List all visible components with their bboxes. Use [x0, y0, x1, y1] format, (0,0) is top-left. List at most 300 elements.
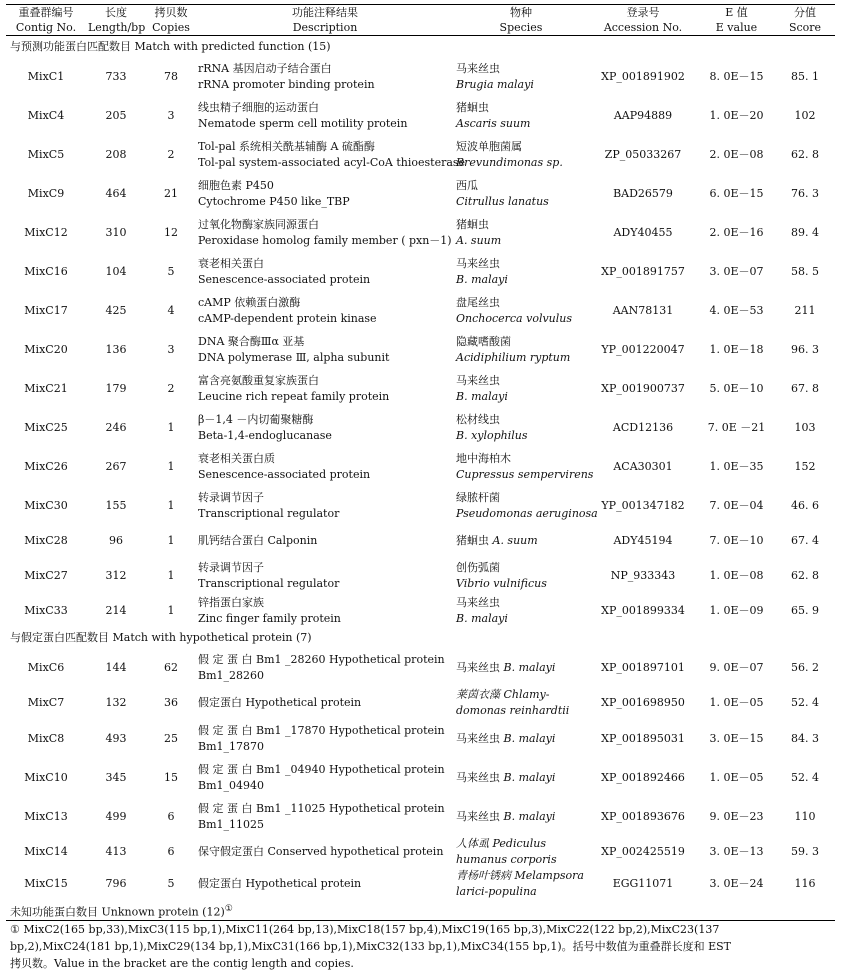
- description-en: Nematode sperm cell motility protein: [198, 116, 408, 130]
- species-cell: [454, 648, 588, 687]
- score-value: 58. 5: [791, 264, 819, 278]
- contig-id: MixC7: [27, 696, 65, 709]
- species-line: [456, 809, 586, 825]
- evalue-value: 7. 0E －21: [707, 420, 766, 434]
- species-line-1: 人体虱 Pediculus: [456, 837, 546, 850]
- copies-value: 6: [167, 809, 175, 823]
- species-cn: 马来丝虫: [456, 809, 504, 823]
- col-score-en: Score: [775, 20, 835, 36]
- length-value: 136: [105, 342, 127, 356]
- evalue-value: 2. 0E－08: [709, 147, 764, 161]
- score-value: 89. 4: [791, 225, 819, 239]
- species-cn: 马来丝虫: [456, 373, 500, 387]
- species-latin: B. xylophilus: [456, 428, 528, 442]
- score-value: 85. 1: [791, 69, 819, 83]
- group-hypothetical-label: 与假定蛋白匹配数目 Match with hypothetical protein (7): [10, 630, 312, 644]
- contig-id: MixC5: [27, 147, 65, 161]
- species-cn: 盘尾丝虫: [456, 295, 500, 309]
- accession-value: AAN78131: [612, 303, 674, 317]
- copies-value: 36: [164, 696, 178, 709]
- evalue-value: 4. 0E－53: [709, 303, 764, 317]
- description-cell: [196, 687, 454, 719]
- species-latin: Ascaris suum: [456, 116, 531, 130]
- group-predicted-label: 与预测功能蛋白匹配数目 Match with predicted function (15): [10, 39, 331, 53]
- contig-id: MixC25: [24, 420, 68, 434]
- table-row: [6, 369, 835, 408]
- length-value: 267: [105, 459, 127, 473]
- score-value: 67. 8: [791, 381, 819, 395]
- evalue-value: 1. 0E－35: [709, 459, 764, 473]
- description-cn: 细胞色素 P450: [198, 178, 274, 192]
- table-row: [6, 96, 835, 135]
- species-cn: 西瓜: [456, 178, 478, 192]
- accession-value: XP_001895031: [601, 731, 685, 745]
- species-line: [456, 660, 586, 676]
- description-en: Bm1_17870: [198, 739, 265, 753]
- description-cn: 肌钙结合蛋白 Calponin: [198, 533, 318, 547]
- score-value: 211: [794, 303, 816, 317]
- species-cn: 松材线虫: [456, 412, 500, 426]
- length-value: 312: [105, 568, 127, 582]
- description-en: Transcriptional regulator: [198, 506, 340, 520]
- species-latin: B. malayi: [456, 272, 508, 286]
- description-cn: 衰老相关蛋白: [198, 256, 264, 270]
- evalue-value: 1. 0E－20: [709, 108, 764, 122]
- contig-id: MixC1: [27, 69, 65, 83]
- description-en: Bm1_28260: [198, 668, 265, 682]
- length-value: 155: [105, 498, 127, 512]
- table-header: [6, 5, 835, 36]
- table-body: [6, 36, 835, 901]
- footnote-mark: ①: [224, 903, 233, 914]
- species-latin: B. malayi: [456, 389, 508, 403]
- table-row: [6, 525, 835, 556]
- contig-id: MixC4: [27, 108, 65, 122]
- description-en: Bm1_04940: [198, 778, 265, 792]
- description-cn: 富含亮氨酸重复家族蛋白: [198, 373, 319, 387]
- species-line: [456, 533, 586, 549]
- evalue-value: 7. 0E－04: [709, 498, 764, 512]
- copies-value: 5: [167, 877, 175, 890]
- description-en: Peroxidase homolog family member ( pxn－1): [198, 233, 452, 247]
- table-row: [6, 330, 835, 369]
- copies-value: 62: [164, 660, 178, 674]
- description-cn: DNA 聚合酶Ⅲα 亚基: [198, 334, 305, 348]
- description-cn: 线虫精子细胞的运动蛋白: [198, 100, 319, 114]
- species-latin: B. malayi: [503, 809, 556, 823]
- evalue-value: 3. 0E－15: [709, 731, 764, 745]
- contig-id: MixC20: [24, 342, 68, 356]
- species-cn: 绿脓杆菌: [456, 490, 500, 504]
- species-cell: [454, 797, 588, 836]
- species-cell: [454, 96, 588, 135]
- contig-id: MixC26: [24, 459, 68, 473]
- species-latin: Brevundimonas sp.: [456, 155, 563, 169]
- evalue-value: 2. 0E－16: [709, 225, 764, 239]
- evalue-value: 8. 0E－15: [709, 69, 764, 83]
- score-value: 65. 9: [791, 604, 819, 617]
- evalue-value: 1. 0E－05: [709, 696, 764, 709]
- species-cell: [454, 758, 588, 797]
- description-cn: 衰老相关蛋白质: [198, 451, 275, 465]
- species-cell: [454, 868, 588, 900]
- species-cell: [454, 687, 588, 719]
- species-latin: Onchocerca volvulus: [456, 311, 573, 325]
- species-cell: [454, 719, 588, 758]
- description-cell: [196, 57, 454, 96]
- species-line-1: 莱茵衣藻 Chlamy-: [456, 688, 550, 701]
- species-cell: [454, 330, 588, 369]
- contig-id: MixC27: [24, 568, 68, 582]
- score-value: 62. 8: [791, 147, 819, 161]
- description-cell: [196, 556, 454, 595]
- species-cn: 猪蛔虫: [456, 533, 493, 547]
- evalue-value: 5. 0E－10: [709, 381, 764, 395]
- description-cell: [196, 525, 454, 556]
- length-value: 214: [105, 604, 127, 617]
- evalue-value: 1. 0E－09: [709, 604, 764, 617]
- accession-value: NP_933343: [610, 568, 676, 582]
- table-row: [6, 174, 835, 213]
- score-value: 103: [794, 420, 816, 434]
- contig-id: MixC30: [24, 498, 68, 512]
- table-row: [6, 797, 835, 836]
- description-cn: 假定蛋白 Hypothetical protein: [198, 877, 362, 890]
- length-value: 796: [105, 877, 127, 890]
- species-cell: [454, 408, 588, 447]
- contig-id: MixC10: [24, 770, 68, 784]
- species-cell: [454, 135, 588, 174]
- table-row: [6, 408, 835, 447]
- copies-value: 2: [167, 381, 175, 395]
- species-cell: [454, 57, 588, 96]
- evalue-value: 9. 0E－07: [709, 660, 764, 674]
- evalue-value: 6. 0E－15: [709, 186, 764, 200]
- accession-value: ADY40455: [613, 225, 673, 239]
- species-cell: [454, 595, 588, 627]
- species-line-1: 青杨叶锈病 Melampsora: [456, 869, 584, 882]
- evalue-value: 1. 0E－18: [709, 342, 764, 356]
- species-cn: 马来丝虫: [456, 256, 500, 270]
- length-value: 144: [105, 660, 127, 674]
- species-latin: B. malayi: [503, 731, 556, 745]
- description-cn: 转录调节因子: [198, 560, 264, 574]
- description-cn: cAMP 依赖蛋白激酶: [198, 295, 301, 309]
- copies-value: 6: [167, 845, 175, 858]
- description-en: cAMP-dependent protein kinase: [198, 311, 377, 325]
- contig-id: MixC21: [24, 381, 68, 395]
- description-cell: [196, 252, 454, 291]
- length-value: 413: [105, 845, 127, 858]
- description-en: Bm1_11025: [198, 817, 265, 831]
- description-cell: [196, 758, 454, 797]
- contig-id: MixC16: [24, 264, 68, 278]
- contig-id: MixC15: [24, 877, 68, 890]
- description-cell: [196, 330, 454, 369]
- description-cell: [196, 291, 454, 330]
- score-value: 67. 4: [791, 533, 819, 547]
- table-row: [6, 758, 835, 797]
- species-latin: Brugia malayi: [456, 77, 534, 91]
- evalue-value: 1. 0E－05: [709, 770, 764, 784]
- score-value: 116: [794, 877, 816, 890]
- footnote-line: 拷贝数。Value in the bracket are the contig length and copies.: [10, 957, 354, 970]
- species-cell: [454, 836, 588, 868]
- length-value: 132: [105, 696, 127, 709]
- species-latin: B. malayi: [503, 770, 556, 784]
- contig-id: MixC6: [27, 660, 65, 674]
- species-cn: 马来丝虫: [456, 660, 504, 674]
- col-species-en: Species: [454, 20, 588, 36]
- copies-value: 1: [167, 533, 175, 547]
- table-row: [6, 719, 835, 758]
- col-acc-cn: 登录号: [588, 5, 698, 21]
- species-cn: 马来丝虫: [456, 61, 500, 75]
- copies-value: 3: [167, 108, 175, 122]
- accession-value: XP_001892466: [601, 770, 685, 784]
- score-value: 152: [794, 459, 816, 473]
- length-value: 464: [105, 186, 127, 200]
- description-cell: [196, 174, 454, 213]
- length-value: 733: [105, 69, 127, 83]
- description-cn: 假 定 蛋 白 Bm1 _28260 Hypothetical protein: [198, 652, 445, 666]
- col-evalue-cn: E 值: [698, 5, 775, 21]
- accession-value: XP_001891757: [601, 264, 685, 278]
- score-value: 59. 3: [791, 845, 819, 858]
- species-cn: 猪蛔虫: [456, 217, 489, 231]
- description-cell: [196, 369, 454, 408]
- accession-value: ACD12136: [612, 420, 674, 434]
- col-length-en: Length/bp: [88, 21, 146, 34]
- species-cell: [454, 252, 588, 291]
- col-score-cn: 分值: [775, 5, 835, 21]
- table-row: [6, 252, 835, 291]
- score-value: 110: [794, 809, 816, 823]
- description-cn: 假 定 蛋 白 Bm1 _04940 Hypothetical protein: [198, 762, 445, 776]
- evalue-value: 1. 0E－08: [709, 568, 764, 582]
- length-value: 208: [105, 147, 127, 161]
- col-acc-en: Accession No.: [588, 20, 698, 36]
- species-cell: [454, 174, 588, 213]
- evalue-value: 7. 0E－10: [709, 533, 764, 547]
- copies-value: 78: [164, 69, 178, 83]
- description-cell: [196, 447, 454, 486]
- species-cn: 马来丝虫: [456, 770, 504, 784]
- species-latin: B. malayi: [503, 660, 556, 674]
- col-contig-en: Contig No.: [6, 20, 86, 36]
- description-cell: [196, 868, 454, 900]
- description-en: Beta-1,4-endoglucanase: [198, 428, 332, 442]
- species-cn: 地中海柏木: [456, 451, 511, 465]
- table-row: [6, 648, 835, 687]
- length-value: 499: [105, 809, 127, 823]
- table-row: [6, 595, 835, 627]
- description-cn: 假 定 蛋 白 Bm1 _11025 Hypothetical protein: [198, 801, 445, 815]
- description-en: Zinc finger family protein: [198, 612, 341, 625]
- description-cn: 转录调节因子: [198, 490, 264, 504]
- description-cell: [196, 213, 454, 252]
- description-cell: [196, 486, 454, 525]
- col-evalue-en: E value: [698, 20, 775, 36]
- species-cell: [454, 291, 588, 330]
- copies-value: 1: [167, 604, 175, 617]
- species-line-2: humanus corporis: [456, 853, 557, 866]
- description-cn: 锌指蛋白家族: [198, 596, 264, 609]
- table-row: [6, 836, 835, 868]
- evalue-value: 3. 0E－13: [709, 845, 764, 858]
- contig-id: MixC28: [24, 533, 68, 547]
- description-en: DNA polymerase Ⅲ, alpha subunit: [198, 350, 390, 364]
- species-line: [456, 731, 586, 747]
- length-value: 246: [105, 420, 127, 434]
- table-row: [6, 556, 835, 595]
- score-value: 46. 6: [791, 498, 819, 512]
- length-value: 310: [105, 225, 127, 239]
- table-row: [6, 57, 835, 96]
- table-row: [6, 291, 835, 330]
- description-cn: 保守假定蛋白 Conserved hypothetical protein: [198, 845, 444, 858]
- contig-id: MixC12: [24, 225, 68, 239]
- species-latin: Pseudomonas aeruginosa: [456, 506, 598, 520]
- description-en: Transcriptional regulator: [198, 576, 340, 590]
- species-cn: 马来丝虫: [456, 731, 504, 745]
- col-desc-en: Description: [196, 20, 454, 36]
- species-cn: 猪蛔虫: [456, 100, 489, 114]
- accession-value: XP_001893676: [601, 809, 685, 823]
- description-cell: [196, 719, 454, 758]
- length-value: 179: [105, 381, 127, 395]
- description-cn: rRNA 基因启动子结合蛋白: [198, 61, 332, 75]
- table-row: [6, 868, 835, 900]
- species-latin: A. suum: [456, 233, 502, 247]
- species-cell: [454, 369, 588, 408]
- table-row: [6, 486, 835, 525]
- accession-value: EGG11071: [612, 877, 674, 890]
- species-cn: 短波单胞菌属: [456, 139, 522, 153]
- description-en: Senescence-associated protein: [198, 272, 371, 286]
- length-value: 104: [105, 264, 127, 278]
- description-en: Tol-pal system-associated acyl-CoA thioesterase: [198, 155, 466, 169]
- species-cn: 隐藏嗜酸菌: [456, 334, 511, 348]
- accession-value: ACA30301: [613, 459, 673, 473]
- length-value: 425: [105, 303, 127, 317]
- species-cn: 创伤弧菌: [456, 560, 500, 574]
- accession-value: BAD26579: [613, 186, 673, 200]
- copies-value: 25: [164, 731, 178, 745]
- accession-value: XP_001900737: [601, 381, 685, 395]
- contig-id: MixC33: [24, 604, 68, 617]
- contig-id: MixC14: [24, 845, 68, 858]
- copies-value: 21: [164, 186, 178, 200]
- description-cell: [196, 135, 466, 174]
- description-cell: [196, 595, 454, 627]
- copies-value: 1: [167, 498, 175, 512]
- description-cell: [196, 96, 454, 135]
- evalue-value: 9. 0E－23: [709, 809, 764, 823]
- species-cell: [454, 525, 588, 556]
- evalue-value: 3. 0E－07: [709, 264, 764, 278]
- col-desc-cn: 功能注释结果: [196, 5, 454, 21]
- accession-value: AAP94889: [613, 108, 673, 122]
- table-row: [6, 213, 835, 252]
- copies-value: 3: [167, 342, 175, 356]
- description-cn: β－1,4 －内切葡聚糖酶: [198, 412, 314, 426]
- col-species-cn: 物种: [454, 5, 588, 21]
- score-value: 52. 4: [791, 696, 819, 709]
- col-copies-cn: 拷贝数: [146, 5, 196, 21]
- score-value: 62. 8: [791, 568, 819, 582]
- description-cn: 假定蛋白 Hypothetical protein: [198, 696, 362, 709]
- accession-value: YP_001220047: [601, 342, 685, 356]
- score-value: 52. 4: [791, 770, 819, 784]
- species-latin: Citrullus lanatus: [456, 194, 549, 208]
- table-row: [6, 447, 835, 486]
- footnote: [6, 921, 835, 972]
- score-value: 76. 3: [791, 186, 819, 200]
- description-cell: [196, 797, 454, 836]
- col-contig-cn: 重叠群编号: [6, 5, 86, 21]
- description-cn: Tol-pal 系统相关酰基辅酶 A 硫酯酶: [198, 139, 375, 153]
- description-cell: [196, 836, 454, 868]
- species-cell: [454, 486, 598, 525]
- copies-value: 1: [167, 420, 175, 434]
- accession-value: XP_001899334: [601, 604, 685, 617]
- copies-value: 2: [167, 147, 175, 161]
- species-cell: [454, 213, 588, 252]
- copies-value: 12: [164, 225, 178, 239]
- description-cell: [196, 648, 454, 687]
- table-row: [6, 135, 835, 174]
- copies-value: 4: [167, 303, 175, 317]
- species-line: [456, 770, 586, 786]
- contig-id: MixC13: [24, 809, 68, 823]
- score-value: 84. 3: [791, 731, 819, 745]
- length-value: 493: [105, 731, 127, 745]
- length-value: 205: [105, 108, 127, 122]
- species-latin: B. malayi: [456, 612, 508, 625]
- species-latin: A. suum: [492, 533, 538, 547]
- species-cell: [454, 556, 588, 595]
- species-line-2: larici-populina: [456, 885, 537, 898]
- species-latin: Vibrio vulnificus: [456, 576, 547, 590]
- description-en: Cytochrome P450 like_TBP: [198, 194, 350, 208]
- evalue-value: 3. 0E－24: [709, 877, 764, 890]
- accession-value: XP_002425519: [601, 845, 685, 858]
- species-latin: Cupressus sempervirens: [456, 467, 594, 481]
- accession-value: XP_001698950: [601, 696, 685, 709]
- copies-value: 1: [167, 459, 175, 473]
- description-cell: [196, 408, 454, 447]
- accession-value: YP_001347182: [601, 498, 685, 512]
- footnote-line: ① MixC2(165 bp,33),MixC3(115 bp,1),MixC11(264 bp,13),MixC18(157 bp,4),MixC19(165 bp,3),MixC22(122 bp,2),MixC23(137: [10, 923, 720, 936]
- accession-value: ADY45194: [613, 533, 673, 547]
- footnote-line: bp,2),MixC24(181 bp,1),MixC29(134 bp,1),MixC31(166 bp,1),MixC32(133 bp,1),MixC34(155 bp,1)。括号中数值为重叠群长度和 EST: [10, 940, 732, 953]
- contig-id: MixC9: [27, 186, 65, 200]
- copies-value: 1: [167, 568, 175, 582]
- accession-value: XP_001897101: [601, 660, 685, 674]
- annotation-table: [6, 4, 835, 900]
- col-copies-en: Copies: [146, 20, 196, 36]
- species-cell: [454, 447, 594, 486]
- group-unknown-label: 未知功能蛋白数目 Unknown protein (12)①: [6, 900, 835, 921]
- col-length-cn: 长度: [86, 5, 146, 21]
- accession-value: ZP_05033267: [604, 147, 682, 161]
- description-en: Leucine rich repeat family protein: [198, 389, 390, 403]
- species-latin: Acidiphilium ryptum: [456, 350, 571, 364]
- score-value: 96. 3: [791, 342, 819, 356]
- copies-value: 15: [164, 770, 178, 784]
- score-value: 56. 2: [791, 660, 819, 674]
